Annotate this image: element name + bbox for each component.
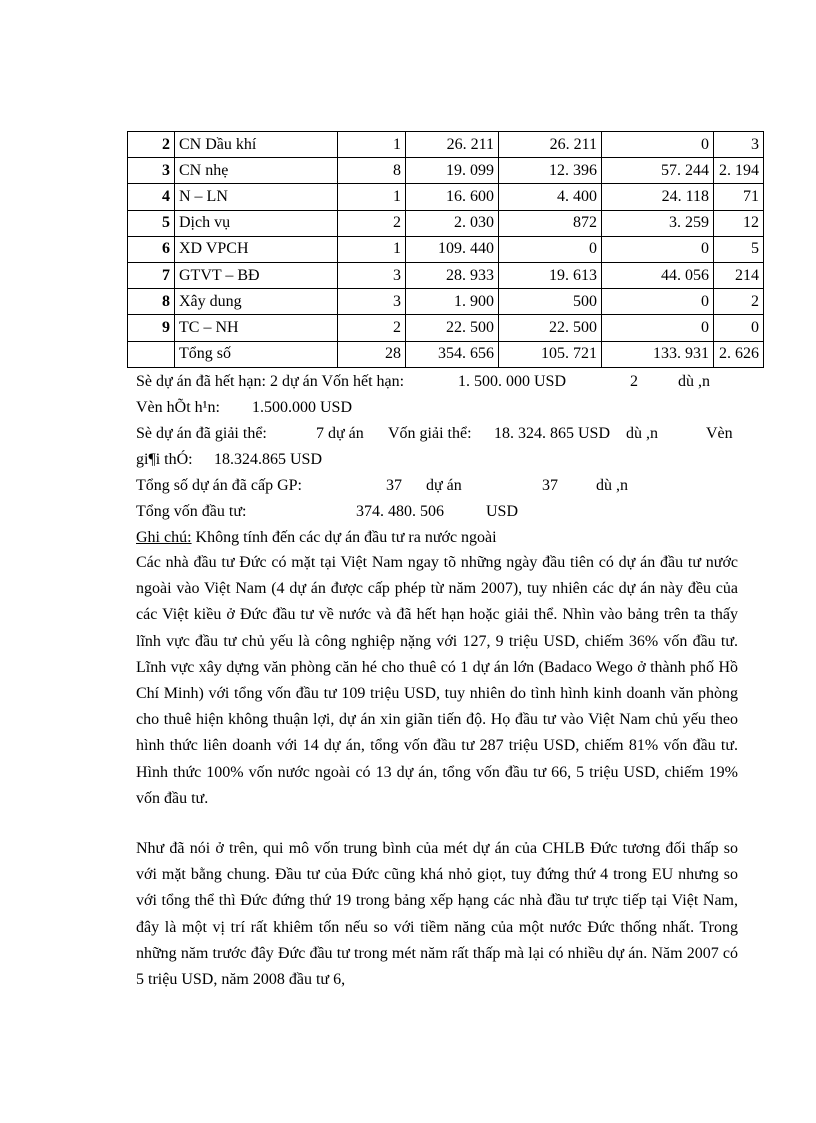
value-2-cell: 0	[499, 236, 602, 262]
sector-name-cell: CN nhẹ	[175, 158, 338, 184]
value-1-cell: 22. 500	[406, 315, 499, 341]
dissolved-capital-label-2: gi¶i thÓ:	[136, 451, 193, 468]
table-row	[128, 315, 764, 341]
value-3-cell: 133. 931	[602, 341, 714, 367]
sector-name-cell: TC – NH	[175, 315, 338, 341]
project-count-cell: 8	[338, 158, 406, 184]
licensed-projects-line	[136, 473, 742, 499]
investment-table-body	[128, 132, 764, 368]
paragraph-1-text: Các nhà đầu tư Đức có mặt tại Việt Nam ngay tõ những ngày đầu tiên có dự án đầu tư nước ngoài vào Việt Nam (4 dự án được cấp phép từ năm 2007), tuy nhiên các dự án này đều của các Việt kiều ở Đức đầu tư về nước và đã hết hạn hoặc giải thể. Nhìn vào bảng trên ta thấy lĩnh vực đầu tư chủ yếu là công nghiệp nặng với 127, 9 triệu USD, chiếm 36% vốn đầu tư. Lĩnh vực xây dựng văn phòng căn hé cho thuê có 1 dự án lớn (Badaco Wego ở thành phố Hồ Chí Minh) với tổng vốn đầu tư 109 triệu USD, tuy nhiên do tình hình kinh doanh văn phòng cho thuê hiện không thuận lợi, dự án xin giãn tiến độ. Họ đầu tư vào Việt Nam chủ yếu theo hình thức liên doanh với 14 dự án, tổng vốn đầu tư 287 triệu USD, chiếm 81% vốn đầu tư. Hình thức 100% vốn nước ngoài có 13 dự án, tổng vốn đầu tư 66, 5 triệu USD, chiếm 19% vốn đầu tư.	[136, 554, 738, 807]
sector-name-cell: Dịch vụ	[175, 210, 338, 236]
sector-name-cell: Xây dung	[175, 289, 338, 315]
value-2-cell: 500	[499, 289, 602, 315]
dissolved-capital-label: Vốn giải thể:	[388, 425, 472, 442]
expired-label: Sè dự án đã hết hạn: 2 dự án Vốn hết hạn:	[136, 373, 405, 390]
expired-count: 2	[630, 373, 638, 390]
sector-name-cell: N – LN	[175, 184, 338, 210]
project-count-cell: 28	[338, 341, 406, 367]
row-number-cell: 6	[128, 236, 175, 262]
row-number-cell	[128, 341, 175, 367]
value-2-cell: 12. 396	[499, 158, 602, 184]
dissolved-unit: dù ,n	[626, 425, 658, 442]
paragraph-2	[136, 836, 738, 993]
table-row	[128, 132, 764, 158]
expired-projects-line	[136, 369, 742, 395]
dissolved-capital-line	[136, 447, 742, 473]
value-4-cell: 2. 194	[714, 158, 764, 184]
note	[136, 525, 497, 551]
value-1-cell: 2. 030	[406, 210, 499, 236]
value-4-cell: 5	[714, 236, 764, 262]
value-3-cell: 0	[602, 132, 714, 158]
row-number-cell: 4	[128, 184, 175, 210]
project-count-cell: 1	[338, 132, 406, 158]
note-line	[136, 525, 742, 551]
dissolved-count: 7 dự án	[316, 425, 364, 442]
value-1-cell: 26. 211	[406, 132, 499, 158]
dissolved-capital-word: Vèn	[706, 425, 733, 442]
value-3-cell: 3. 259	[602, 210, 714, 236]
value-1-cell: 109. 440	[406, 236, 499, 262]
table-row	[128, 236, 764, 262]
project-count-cell: 1	[338, 184, 406, 210]
total-capital-unit: USD	[486, 503, 519, 520]
value-4-cell: 3	[714, 132, 764, 158]
sector-name-cell: GTVT – BĐ	[175, 262, 338, 288]
licensed-label: Tổng số dự án đã cấp GP:	[136, 477, 302, 494]
value-2-cell: 22. 500	[499, 315, 602, 341]
value-4-cell: 2. 626	[714, 341, 764, 367]
row-number-cell: 9	[128, 315, 175, 341]
value-2-cell: 872	[499, 210, 602, 236]
total-capital-line	[136, 499, 742, 525]
value-4-cell: 71	[714, 184, 764, 210]
row-number-cell: 5	[128, 210, 175, 236]
paragraph-2-text: Như đã nói ở trên, qui mô vốn trung bình của mét dự án của CHLB Đức tương đối thấp so với mặt bằng chung. Đầu tư của Đức cũng khá nhỏ giọt, tuy đứng thứ 4 trong EU nhưng so với tổng thể thì Đức đứng thứ 19 trong bảng xếp hạng các nhà đầu tư trực tiếp tại Việt Nam, đây là một vị trí rất khiêm tốn nếu so với tiềm năng của một nước Đức thống nhất. Trong những năm trước đây Đức đầu tư trong mét năm rất thấp mà lại có nhiều dự án. Năm 2007 có 5 triệu USD, năm 2008 đầu tư 6,	[136, 840, 738, 989]
investment-table	[127, 131, 764, 368]
licensed-count: 37	[386, 477, 402, 494]
value-1-cell: 354. 656	[406, 341, 499, 367]
note-text: Không tính đến các dự án đầu tư ra nước ngoài	[191, 529, 497, 546]
value-3-cell: 44. 056	[602, 262, 714, 288]
expired-capital-label: Vèn hÕt h¹n:	[136, 399, 220, 416]
value-1-cell: 28. 933	[406, 262, 499, 288]
summary-block	[136, 369, 742, 551]
value-3-cell: 24. 118	[602, 184, 714, 210]
value-1-cell: 1. 900	[406, 289, 499, 315]
table-row	[128, 341, 764, 367]
dissolved-capital-value: 18.324.865 USD	[214, 451, 323, 468]
value-2-cell: 19. 613	[499, 262, 602, 288]
sector-name-cell: XD VPCH	[175, 236, 338, 262]
value-1-cell: 19. 099	[406, 158, 499, 184]
value-2-cell: 105. 721	[499, 341, 602, 367]
licensed-unit-2: dù ,n	[596, 477, 628, 494]
table-row	[128, 210, 764, 236]
project-count-cell: 3	[338, 289, 406, 315]
total-capital-value: 374. 480. 506	[356, 503, 444, 520]
dissolved-capital: 18. 324. 865 USD	[494, 425, 611, 442]
value-3-cell: 0	[602, 236, 714, 262]
value-4-cell: 0	[714, 315, 764, 341]
note-label: Ghi chú:	[136, 529, 192, 546]
expired-capital-line	[136, 395, 742, 421]
value-4-cell: 12	[714, 210, 764, 236]
project-count-cell: 1	[338, 236, 406, 262]
project-count-cell: 2	[338, 210, 406, 236]
value-1-cell: 16. 600	[406, 184, 499, 210]
expired-unit: dù ,n	[678, 373, 710, 390]
table-row	[128, 158, 764, 184]
project-count-cell: 3	[338, 262, 406, 288]
row-number-cell: 3	[128, 158, 175, 184]
sector-name-cell: Tổng số	[175, 341, 338, 367]
value-2-cell: 4. 400	[499, 184, 602, 210]
paragraph-1	[136, 550, 738, 812]
sector-name-cell: CN Dầu khí	[175, 132, 338, 158]
value-3-cell: 57. 244	[602, 158, 714, 184]
row-number-cell: 2	[128, 132, 175, 158]
licensed-unit: dự án	[426, 477, 462, 494]
project-count-cell: 2	[338, 315, 406, 341]
licensed-count-2: 37	[542, 477, 558, 494]
expired-capital-value: 1.500.000 USD	[252, 399, 353, 416]
value-4-cell: 214	[714, 262, 764, 288]
row-number-cell: 8	[128, 289, 175, 315]
table-row	[128, 184, 764, 210]
dissolved-projects-line	[136, 421, 742, 447]
value-4-cell: 2	[714, 289, 764, 315]
value-2-cell: 26. 211	[499, 132, 602, 158]
total-capital-label: Tổng vốn đầu tư:	[136, 503, 247, 520]
value-3-cell: 0	[602, 289, 714, 315]
table-row	[128, 289, 764, 315]
expired-capital: 1. 500. 000 USD	[458, 373, 567, 390]
dissolved-label: Sè dự án đã giải thể:	[136, 425, 267, 442]
table-row	[128, 262, 764, 288]
row-number-cell: 7	[128, 262, 175, 288]
value-3-cell: 0	[602, 315, 714, 341]
